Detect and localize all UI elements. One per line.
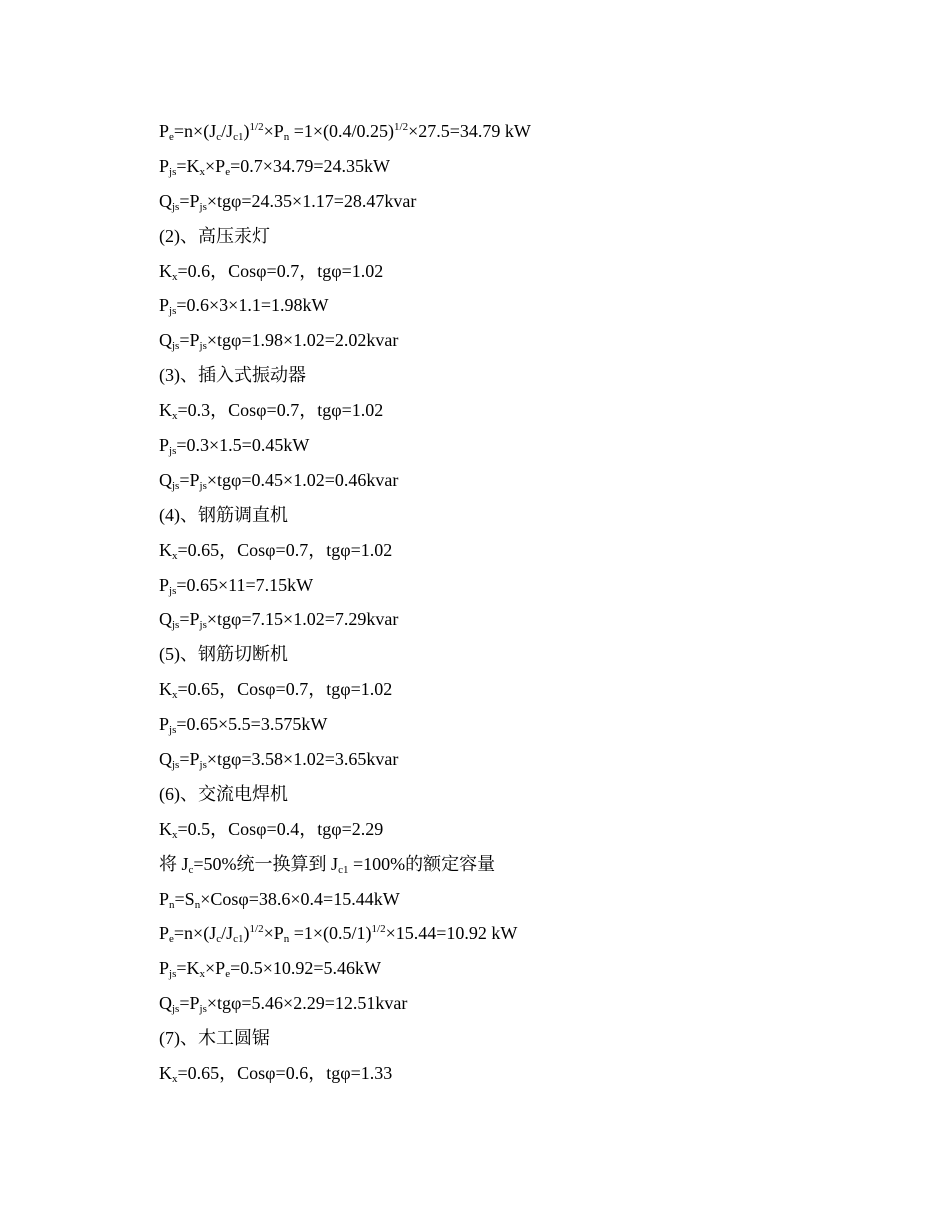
superscript-text: 1/2 xyxy=(249,923,264,936)
text-line xyxy=(159,257,859,292)
line-text: Q xyxy=(159,609,172,630)
subscript-text: js xyxy=(172,340,180,353)
subscript-text: js xyxy=(169,305,177,318)
line-text: P xyxy=(159,121,170,141)
subscript-text: x xyxy=(172,270,178,283)
text-line xyxy=(159,466,859,501)
line-text: =100%的额定容量 xyxy=(348,853,496,874)
line-text: (4)、钢筋调直机 xyxy=(159,504,288,525)
subscript-text: n xyxy=(283,131,290,143)
subscript-text: c1 xyxy=(233,933,244,946)
subscript-text: js xyxy=(199,619,207,632)
line-text: ) xyxy=(243,923,250,944)
text-line xyxy=(159,815,859,850)
text-line xyxy=(159,1059,859,1094)
subscript-text: x xyxy=(199,165,206,178)
line-text: K xyxy=(159,400,172,421)
subscript-text: x xyxy=(172,828,178,841)
line-text: ×Cosφ=38.6×0.4=15.44kW xyxy=(200,888,400,909)
text-line xyxy=(159,919,859,954)
text-line xyxy=(159,571,859,606)
text-line xyxy=(159,710,859,745)
text-line xyxy=(159,780,859,815)
subscript-text: x xyxy=(172,410,178,423)
line-text: ) xyxy=(243,121,250,141)
line-text: =0.6，Cosφ=0.7，tgφ=1.02 xyxy=(177,260,384,281)
line-text: P xyxy=(159,923,170,944)
line-text: =P xyxy=(179,993,200,1014)
subscript-text: js xyxy=(169,584,177,597)
superscript-text: 1/2 xyxy=(371,923,386,936)
subscript-text: c1 xyxy=(338,863,349,876)
line-text: Q xyxy=(159,469,172,490)
subscript-text: e xyxy=(169,131,174,143)
line-text: =50%统一换算到 J xyxy=(193,853,339,874)
line-text: 将 J xyxy=(159,853,189,874)
line-text: (3)、插入式振动器 xyxy=(159,365,306,386)
subscript-text: x xyxy=(199,968,206,981)
line-text: P xyxy=(159,888,170,909)
line-text: =P xyxy=(179,190,200,211)
superscript-text: 1/2 xyxy=(249,121,264,133)
line-text: (6)、交流电焊机 xyxy=(159,783,288,804)
subscript-text: x xyxy=(172,1073,178,1086)
subscript-text: c xyxy=(188,863,194,876)
subscript-text: n xyxy=(283,933,290,946)
calculation-text-block xyxy=(159,117,859,1094)
subscript-text: js xyxy=(172,619,180,632)
line-text: =0.65，Cosφ=0.7，tgφ=1.02 xyxy=(177,679,393,700)
text-line xyxy=(159,1024,859,1059)
text-line xyxy=(159,291,859,326)
line-text: /J xyxy=(221,121,234,141)
subscript-text: e xyxy=(225,165,231,178)
line-text: ×tgφ=24.35×1.17=28.47kvar xyxy=(206,190,417,211)
line-text: =0.6×3×1.1=1.98kW xyxy=(176,295,329,316)
subscript-text: js xyxy=(199,759,207,772)
line-text: K xyxy=(159,260,172,281)
line-text: =0.5×10.92=5.46kW xyxy=(230,958,382,979)
line-text: =1×(0.4/0.25) xyxy=(289,121,395,141)
line-text: =P xyxy=(179,330,200,351)
line-text: (2)、高压汞灯 xyxy=(159,225,270,246)
line-text: =K xyxy=(176,155,200,176)
subscript-text: c1 xyxy=(233,131,244,143)
text-line xyxy=(159,326,859,361)
text-line xyxy=(159,640,859,675)
subscript-text: js xyxy=(169,445,177,458)
text-line xyxy=(159,885,859,920)
line-text: =0.65，Cosφ=0.7，tgφ=1.02 xyxy=(177,539,393,560)
subscript-text: js xyxy=(172,1003,180,1016)
subscript-text: js xyxy=(172,479,180,492)
line-text: P xyxy=(159,714,170,735)
line-text: =S xyxy=(174,888,195,909)
text-line xyxy=(159,187,859,222)
subscript-text: x xyxy=(172,689,178,702)
subscript-text: n xyxy=(169,898,175,911)
text-line xyxy=(159,675,859,710)
line-text: K xyxy=(159,1063,172,1084)
text-line xyxy=(159,501,859,536)
subscript-text: x xyxy=(172,549,178,562)
subscript-text: js xyxy=(169,165,177,178)
subscript-text: js xyxy=(199,479,207,492)
line-text: =0.3×1.5=0.45kW xyxy=(176,435,310,456)
subscript-text: e xyxy=(225,968,231,981)
line-text: ×27.5=34.79 kW xyxy=(408,121,531,141)
line-text: =P xyxy=(179,609,200,630)
subscript-text: c xyxy=(216,131,222,143)
line-text: =0.65×11=7.15kW xyxy=(176,574,314,595)
text-line xyxy=(159,431,859,466)
subscript-text: js xyxy=(169,968,177,981)
line-text: (7)、木工圆锯 xyxy=(159,1028,270,1049)
line-text: P xyxy=(159,155,170,176)
line-text: P xyxy=(159,958,170,979)
line-text: =0.5，Cosφ=0.4，tgφ=2.29 xyxy=(177,818,384,839)
subscript-text: js xyxy=(172,200,180,213)
subscript-text: js xyxy=(199,340,207,353)
line-text: K xyxy=(159,818,172,839)
line-text: =K xyxy=(176,958,200,979)
line-text: K xyxy=(159,539,172,560)
text-line xyxy=(159,954,859,989)
text-line xyxy=(159,222,859,257)
line-text: ×tgφ=1.98×1.02=2.02kvar xyxy=(206,330,399,351)
subscript-text: e xyxy=(169,933,174,946)
line-text: ×tgφ=0.45×1.02=0.46kvar xyxy=(206,469,399,490)
line-text: K xyxy=(159,679,172,700)
text-line xyxy=(159,989,859,1024)
line-text: ×P xyxy=(205,958,226,979)
line-text: =0.65，Cosφ=0.6，tgφ=1.33 xyxy=(177,1063,393,1084)
line-text: ×P xyxy=(263,121,284,141)
text-line xyxy=(159,152,859,187)
line-text: =n×(J xyxy=(173,923,217,944)
text-line xyxy=(159,745,859,780)
text-line xyxy=(159,605,859,640)
line-text: =n×(J xyxy=(173,121,217,141)
subscript-text: js xyxy=(199,200,207,213)
line-text: =0.3，Cosφ=0.7，tgφ=1.02 xyxy=(177,400,384,421)
line-text: P xyxy=(159,574,170,595)
superscript-text: 1/2 xyxy=(394,121,409,133)
line-text: (5)、钢筋切断机 xyxy=(159,644,288,665)
line-text: P xyxy=(159,435,170,456)
text-line xyxy=(159,536,859,571)
line-text: =0.7×34.79=24.35kW xyxy=(230,155,391,176)
line-text: Q xyxy=(159,749,172,770)
subscript-text: js xyxy=(169,724,177,737)
line-text: ×tgφ=5.46×2.29=12.51kvar xyxy=(206,993,408,1014)
line-text: Q xyxy=(159,330,172,351)
text-line xyxy=(159,850,859,885)
line-text: Q xyxy=(159,190,172,211)
line-text: ×tgφ=7.15×1.02=7.29kvar xyxy=(206,609,399,630)
line-text: ×15.44=10.92 kW xyxy=(385,923,518,944)
line-text: /J xyxy=(221,923,234,944)
subscript-text: n xyxy=(194,898,201,911)
line-text: ×tgφ=3.58×1.02=3.65kvar xyxy=(206,749,399,770)
line-text: ×P xyxy=(205,155,226,176)
line-text: =P xyxy=(179,469,200,490)
line-text: =1×(0.5/1) xyxy=(289,923,372,944)
line-text: =0.65×5.5=3.575kW xyxy=(176,714,328,735)
text-line xyxy=(159,117,859,152)
line-text: ×P xyxy=(263,923,284,944)
subscript-text: js xyxy=(199,1003,207,1016)
line-text: P xyxy=(159,295,170,316)
text-line xyxy=(159,361,859,396)
subscript-text: js xyxy=(172,759,180,772)
line-text: =P xyxy=(179,749,200,770)
line-text: Q xyxy=(159,993,172,1014)
text-line xyxy=(159,396,859,431)
subscript-text: c xyxy=(216,933,222,946)
